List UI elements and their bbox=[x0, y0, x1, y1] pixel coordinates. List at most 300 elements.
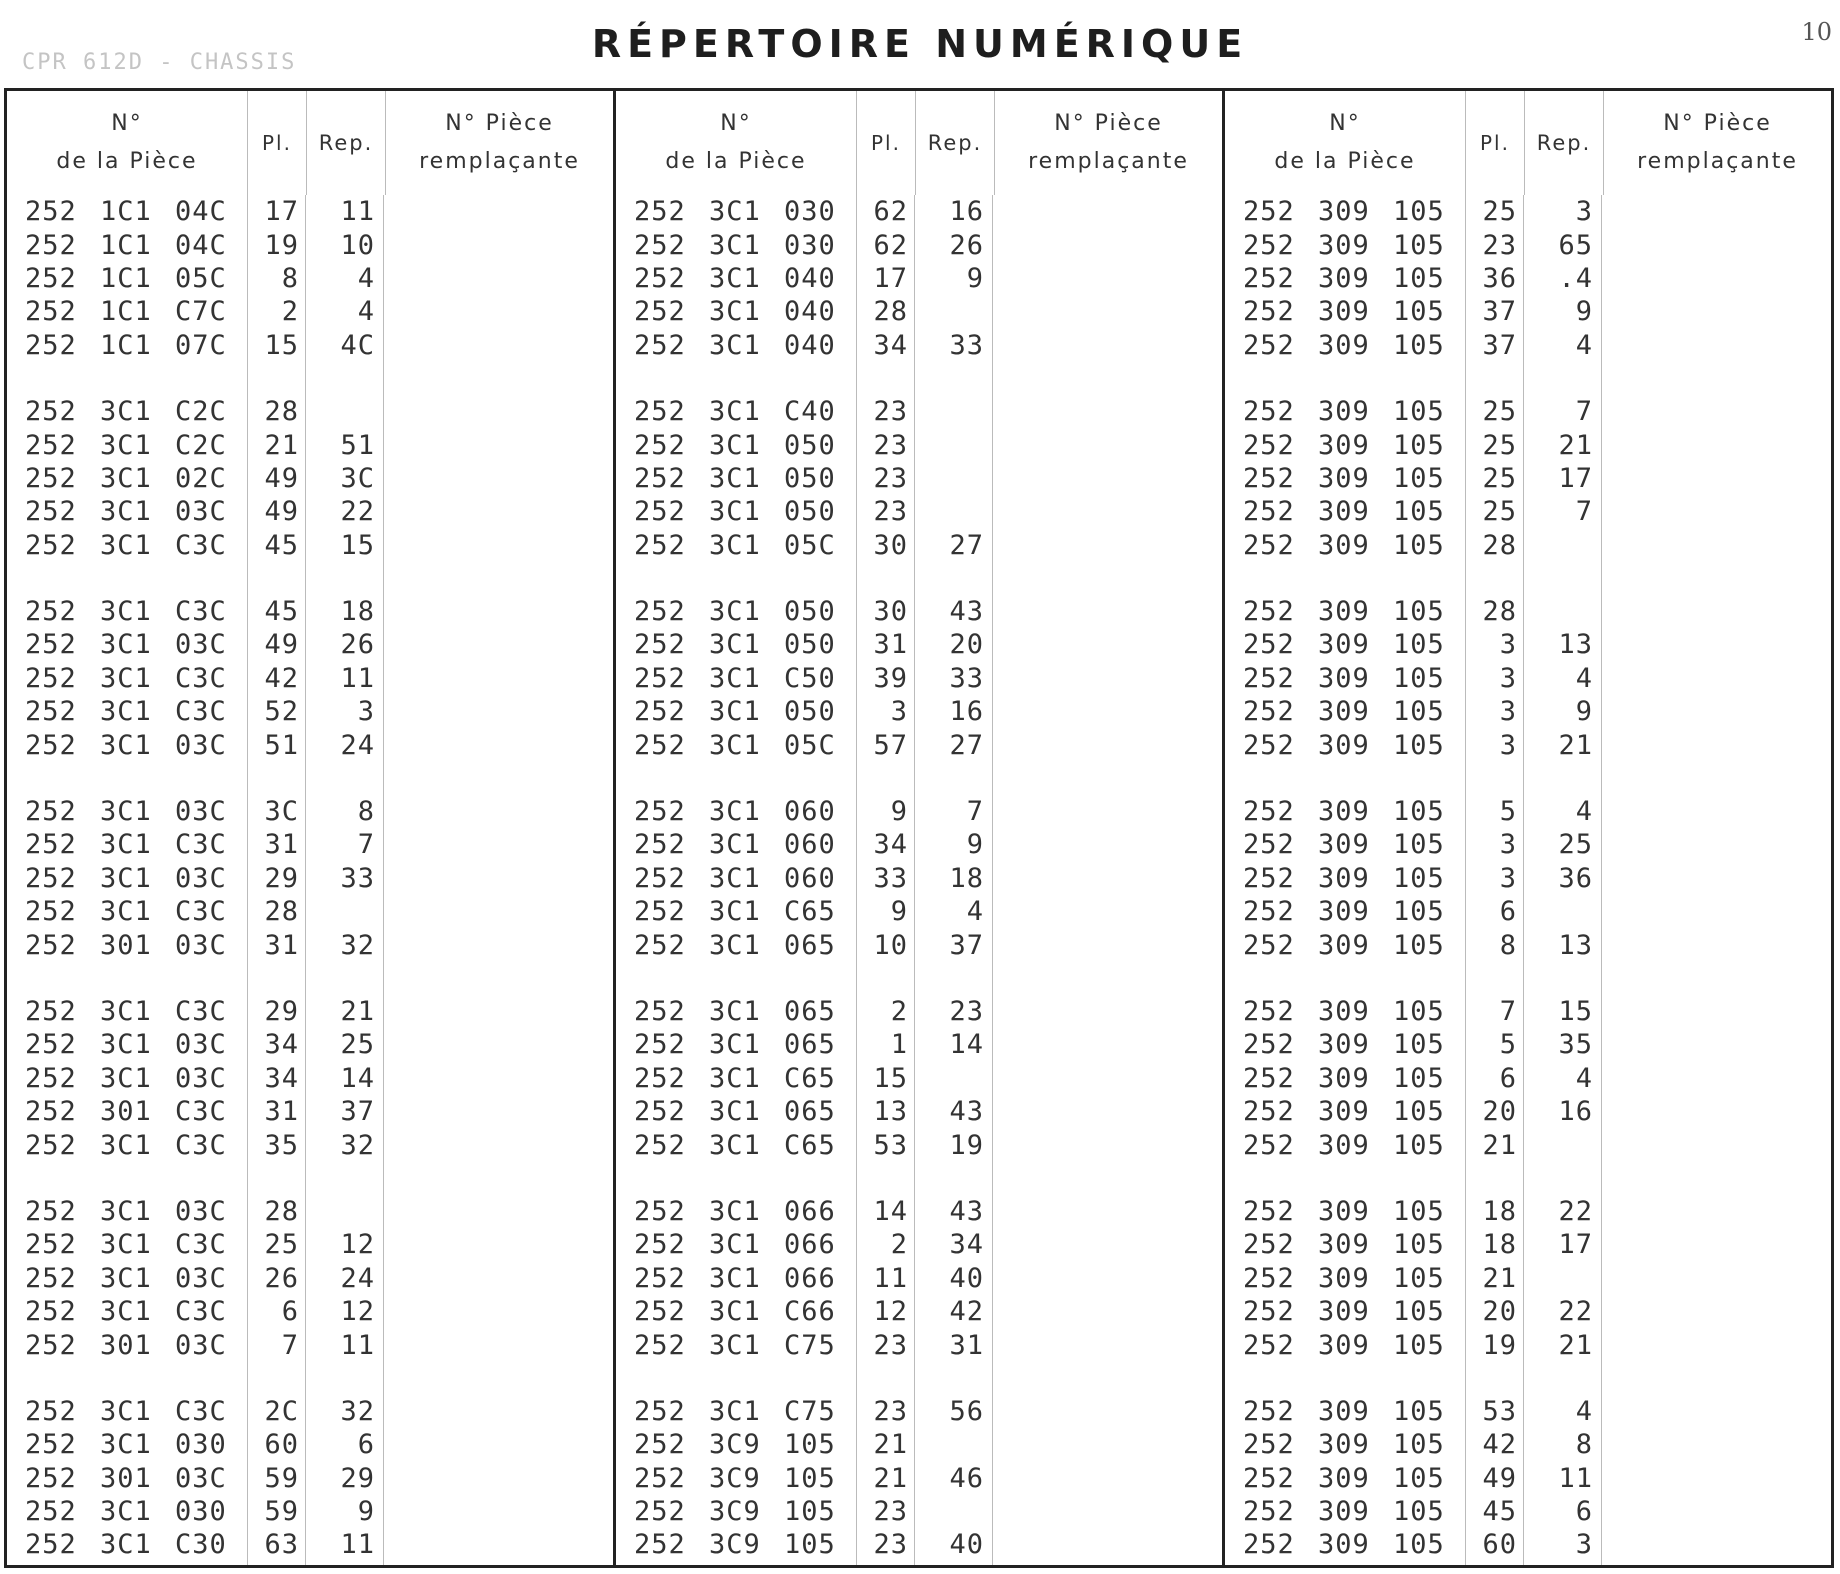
reference-number: 40 bbox=[949, 1529, 984, 1561]
plate-number: 18 bbox=[1482, 1195, 1517, 1227]
plate-number: 42 bbox=[264, 662, 299, 694]
plate-number: 49 bbox=[264, 496, 299, 528]
plate-number: 21 bbox=[873, 1462, 908, 1494]
plate-number: 19 bbox=[264, 229, 299, 261]
plate-number: 31 bbox=[264, 929, 299, 961]
reference-number: 33 bbox=[949, 329, 984, 361]
part-number: 252 309 105 bbox=[1243, 196, 1445, 228]
part-number: 252 309 105 bbox=[1243, 1529, 1445, 1561]
reference-number: 32 bbox=[340, 929, 375, 961]
part-number: 252 3C1 C30 bbox=[25, 1529, 227, 1561]
part-number: 252 3C1 C3C bbox=[25, 596, 227, 628]
reference-number: 9 bbox=[357, 1496, 375, 1528]
plate-number: 5 bbox=[1499, 796, 1517, 828]
reference-number: 13 bbox=[1558, 629, 1593, 661]
part-number: 252 3C1 C3C bbox=[25, 1129, 227, 1161]
part-number: 252 301 03C bbox=[25, 1329, 227, 1361]
reference-number: 29 bbox=[340, 1462, 375, 1494]
part-number: 252 309 105 bbox=[1243, 1262, 1445, 1294]
part-number: 252 3C9 105 bbox=[634, 1496, 836, 1528]
part-number: 252 3C1 C3C bbox=[25, 696, 227, 728]
part-number: 252 1C1 04C bbox=[25, 196, 227, 228]
row-group bbox=[1225, 395, 1831, 562]
row-group bbox=[1225, 1195, 1831, 1362]
reference-number: 11 bbox=[340, 662, 375, 694]
part-number: 252 1C1 C7C bbox=[25, 296, 227, 328]
plate-number: 19 bbox=[1482, 1329, 1517, 1361]
reference-number: 16 bbox=[1558, 1096, 1593, 1128]
table-row bbox=[1225, 462, 1831, 495]
row-group bbox=[1225, 795, 1831, 962]
table-row bbox=[616, 862, 1222, 895]
header-part-number bbox=[616, 91, 857, 195]
column-divider bbox=[1601, 195, 1602, 1565]
plate-number: 29 bbox=[264, 996, 299, 1027]
plate-number: 17 bbox=[264, 196, 299, 228]
plate-number: 25 bbox=[1482, 496, 1517, 528]
column-divider bbox=[383, 195, 384, 1565]
part-number: 252 1C1 07C bbox=[25, 329, 227, 361]
plate-number: 49 bbox=[1482, 1462, 1517, 1494]
part-number: 252 309 105 bbox=[1243, 1429, 1445, 1461]
plate-number: 7 bbox=[1499, 996, 1517, 1027]
table-row bbox=[7, 295, 613, 328]
table-row bbox=[616, 1495, 1222, 1528]
plate-number: 35 bbox=[264, 1129, 299, 1161]
row-group bbox=[1225, 195, 1831, 362]
table-row bbox=[7, 862, 613, 895]
reference-number: 4 bbox=[1575, 662, 1593, 694]
plate-number: 2 bbox=[281, 296, 299, 328]
table-rows bbox=[1225, 195, 1831, 1565]
reference-number: 35 bbox=[1558, 1029, 1593, 1061]
plate-number: 45 bbox=[264, 529, 299, 561]
plate-number: 60 bbox=[1482, 1529, 1517, 1561]
table-row bbox=[616, 995, 1222, 1028]
plate-number: 62 bbox=[873, 196, 908, 228]
reference-number: 4 bbox=[357, 262, 375, 294]
reference-number: 42 bbox=[949, 1296, 984, 1328]
part-number: 252 3C1 030 bbox=[25, 1496, 227, 1528]
reference-number: 51 bbox=[340, 429, 375, 461]
plate-number: 23 bbox=[873, 1329, 908, 1361]
plate-number: 36 bbox=[1482, 262, 1517, 294]
table-row bbox=[7, 595, 613, 628]
part-number: 252 301 03C bbox=[25, 929, 227, 961]
reference-number: 19 bbox=[949, 1129, 984, 1161]
reference-number: 14 bbox=[949, 1029, 984, 1061]
part-number: 252 3C1 065 bbox=[634, 1096, 836, 1128]
table-row bbox=[616, 1195, 1222, 1228]
plate-number: 28 bbox=[264, 1195, 299, 1227]
reference-number: 27 bbox=[949, 529, 984, 561]
header-replacement-bottom: remplaçante bbox=[1637, 149, 1798, 174]
table-row bbox=[1225, 529, 1831, 562]
table-row bbox=[1225, 1095, 1831, 1128]
table-row bbox=[1225, 1128, 1831, 1161]
reference-number: 3C bbox=[340, 462, 375, 494]
reference-number: 40 bbox=[949, 1262, 984, 1294]
plate-number: 23 bbox=[873, 1496, 908, 1528]
plate-number: 23 bbox=[873, 496, 908, 528]
plate-number: 18 bbox=[1482, 1229, 1517, 1261]
part-number: 252 309 105 bbox=[1243, 296, 1445, 328]
reference-number: 3 bbox=[1575, 196, 1593, 228]
reference-number: 15 bbox=[340, 529, 375, 561]
plate-number: 49 bbox=[264, 629, 299, 661]
reference-number: 25 bbox=[1558, 829, 1593, 861]
reference-number: 16 bbox=[949, 196, 984, 228]
reference-number: 32 bbox=[340, 1395, 375, 1427]
table-row bbox=[7, 1195, 613, 1228]
header-part-number-top: N° bbox=[111, 111, 143, 136]
plate-number: 59 bbox=[264, 1496, 299, 1528]
plate-number: 21 bbox=[264, 429, 299, 461]
column-divider bbox=[1465, 195, 1466, 1565]
part-number: 252 309 105 bbox=[1243, 996, 1445, 1027]
table-row bbox=[616, 628, 1222, 661]
row-group bbox=[7, 195, 613, 362]
table-row bbox=[616, 1028, 1222, 1061]
reference-number: 11 bbox=[340, 1329, 375, 1361]
header-replacement-top: N° Pièce bbox=[445, 111, 554, 136]
header-reference: Rep. bbox=[916, 91, 995, 195]
plate-number: 15 bbox=[873, 1062, 908, 1094]
plate-number: 28 bbox=[1482, 529, 1517, 561]
part-number: 252 3C1 03C bbox=[25, 496, 227, 528]
part-number: 252 3C1 03C bbox=[25, 729, 227, 761]
table-row bbox=[616, 728, 1222, 761]
reference-number: 23 bbox=[949, 996, 984, 1027]
reference-number: 7 bbox=[357, 829, 375, 861]
table-row bbox=[1225, 495, 1831, 528]
reference-number: 3 bbox=[357, 696, 375, 728]
column-divider bbox=[1523, 195, 1524, 1565]
header-plate: Pl. bbox=[1466, 91, 1525, 195]
table-row bbox=[616, 428, 1222, 461]
table-row bbox=[616, 1262, 1222, 1295]
plate-number: 23 bbox=[1482, 229, 1517, 261]
plate-number: 31 bbox=[264, 829, 299, 861]
table-row bbox=[616, 495, 1222, 528]
plate-number: 6 bbox=[1499, 896, 1517, 928]
plate-number: 6 bbox=[1499, 1062, 1517, 1094]
part-number: 252 3C1 050 bbox=[634, 496, 836, 528]
row-group bbox=[7, 995, 613, 1162]
part-number: 252 309 105 bbox=[1243, 462, 1445, 494]
reference-number: 9 bbox=[966, 829, 984, 861]
table-row bbox=[1225, 662, 1831, 695]
table-row bbox=[7, 462, 613, 495]
table-block-2 bbox=[613, 91, 1222, 1565]
part-number: 252 309 105 bbox=[1243, 1462, 1445, 1494]
plate-number: 21 bbox=[873, 1429, 908, 1461]
reference-number: 7 bbox=[1575, 396, 1593, 428]
reference-number: 22 bbox=[1558, 1296, 1593, 1328]
part-number: 252 3C1 066 bbox=[634, 1195, 836, 1227]
part-number: 252 309 105 bbox=[1243, 929, 1445, 961]
reference-number: 6 bbox=[357, 1429, 375, 1461]
plate-number: 28 bbox=[1482, 596, 1517, 628]
plate-number: 2 bbox=[890, 1229, 908, 1261]
table-row bbox=[616, 928, 1222, 961]
table-row bbox=[7, 428, 613, 461]
row-group bbox=[1225, 1395, 1831, 1562]
header-plate: Pl. bbox=[857, 91, 916, 195]
table-row bbox=[616, 1328, 1222, 1361]
column-divider bbox=[856, 195, 857, 1565]
table-row bbox=[616, 1528, 1222, 1561]
page-header bbox=[0, 0, 1840, 90]
reference-number: 21 bbox=[1558, 429, 1593, 461]
reference-number: 4 bbox=[1575, 329, 1593, 361]
part-number: 252 3C1 040 bbox=[634, 262, 836, 294]
part-number: 252 3C1 05C bbox=[634, 529, 836, 561]
part-number: 252 3C1 050 bbox=[634, 629, 836, 661]
reference-number: 32 bbox=[340, 1129, 375, 1161]
plate-number: 63 bbox=[264, 1529, 299, 1561]
part-number: 252 309 105 bbox=[1243, 662, 1445, 694]
part-number: 252 3C1 060 bbox=[634, 829, 836, 861]
part-number: 252 309 105 bbox=[1243, 1062, 1445, 1094]
column-divider bbox=[247, 195, 248, 1565]
plate-number: 39 bbox=[873, 662, 908, 694]
part-number: 252 309 105 bbox=[1243, 262, 1445, 294]
table-rows bbox=[7, 195, 613, 1565]
plate-number: 3 bbox=[1499, 662, 1517, 694]
table-row bbox=[7, 628, 613, 661]
part-number: 252 3C1 C3C bbox=[25, 1229, 227, 1261]
table-row bbox=[616, 195, 1222, 228]
plate-number: 59 bbox=[264, 1462, 299, 1494]
plate-number: 3 bbox=[1499, 729, 1517, 761]
part-number: 252 3C1 040 bbox=[634, 296, 836, 328]
table-row bbox=[7, 1528, 613, 1561]
part-number: 252 309 105 bbox=[1243, 829, 1445, 861]
reference-number: 8 bbox=[1575, 1429, 1593, 1461]
column-divider bbox=[305, 195, 306, 1565]
table-row bbox=[1225, 1195, 1831, 1228]
part-number: 252 3C1 065 bbox=[634, 996, 836, 1027]
table-row bbox=[7, 262, 613, 295]
plate-number: 21 bbox=[1482, 1129, 1517, 1161]
part-number: 252 3C1 060 bbox=[634, 862, 836, 894]
table-row bbox=[616, 329, 1222, 362]
table-block-3 bbox=[1222, 91, 1831, 1565]
header-replacement bbox=[995, 91, 1222, 195]
plate-number: 34 bbox=[264, 1029, 299, 1061]
part-number: 252 309 105 bbox=[1243, 1029, 1445, 1061]
reference-number: 11 bbox=[340, 1529, 375, 1561]
part-number: 252 3C1 060 bbox=[634, 796, 836, 828]
table-row bbox=[1225, 1228, 1831, 1261]
plate-number: 10 bbox=[873, 929, 908, 961]
header-part-number-bottom: de la Pièce bbox=[665, 149, 807, 174]
header-replacement-bottom: remplaçante bbox=[419, 149, 580, 174]
plate-number: 13 bbox=[873, 1096, 908, 1128]
table-row bbox=[616, 1462, 1222, 1495]
part-number: 252 3C1 03C bbox=[25, 796, 227, 828]
plate-number: 3C bbox=[264, 796, 299, 828]
part-number: 252 3C1 C3C bbox=[25, 662, 227, 694]
part-number: 252 3C1 02C bbox=[25, 462, 227, 494]
header-part-number-bottom: de la Pièce bbox=[1274, 149, 1416, 174]
part-number: 252 309 105 bbox=[1243, 1395, 1445, 1427]
plate-number: 34 bbox=[873, 329, 908, 361]
reference-number: 21 bbox=[340, 996, 375, 1027]
reference-number: 46 bbox=[949, 1462, 984, 1494]
reference-number: 11 bbox=[340, 196, 375, 228]
table-row bbox=[7, 1295, 613, 1328]
row-group bbox=[7, 395, 613, 562]
part-number: 252 3C1 03C bbox=[25, 1062, 227, 1094]
reference-number: 17 bbox=[1558, 1229, 1593, 1261]
table-row bbox=[7, 828, 613, 861]
plate-number: 25 bbox=[1482, 396, 1517, 428]
table-row bbox=[1225, 1462, 1831, 1495]
part-number: 252 3C1 C2C bbox=[25, 396, 227, 428]
row-group bbox=[1225, 995, 1831, 1162]
table-row bbox=[616, 1062, 1222, 1095]
part-number: 252 3C1 C3C bbox=[25, 1296, 227, 1328]
reference-number: 6 bbox=[1575, 1496, 1593, 1528]
part-number: 252 3C1 030 bbox=[634, 229, 836, 261]
table-row bbox=[7, 695, 613, 728]
table-row bbox=[616, 228, 1222, 261]
reference-number: 7 bbox=[1575, 496, 1593, 528]
reference-number: 9 bbox=[1575, 696, 1593, 728]
reference-number: 56 bbox=[949, 1395, 984, 1427]
reference-number: 8 bbox=[357, 796, 375, 828]
table-row bbox=[1225, 1328, 1831, 1361]
column-header bbox=[7, 91, 613, 195]
plate-number: 12 bbox=[873, 1296, 908, 1328]
part-number: 252 3C1 C3C bbox=[25, 529, 227, 561]
part-number: 252 309 105 bbox=[1243, 896, 1445, 928]
reference-number: 65 bbox=[1558, 229, 1593, 261]
plate-number: 7 bbox=[281, 1329, 299, 1361]
table-row bbox=[616, 1295, 1222, 1328]
table-row bbox=[7, 928, 613, 961]
plate-number: 17 bbox=[873, 262, 908, 294]
table-row bbox=[1225, 428, 1831, 461]
table-row bbox=[1225, 1062, 1831, 1095]
part-number: 252 3C1 040 bbox=[634, 329, 836, 361]
parts-table bbox=[4, 88, 1834, 1568]
plate-number: 45 bbox=[264, 596, 299, 628]
header-replacement-top: N° Pièce bbox=[1663, 111, 1772, 136]
table-row bbox=[616, 595, 1222, 628]
part-number: 252 3C1 050 bbox=[634, 429, 836, 461]
table-row bbox=[1225, 1428, 1831, 1461]
table-row bbox=[616, 795, 1222, 828]
reference-number: 9 bbox=[966, 262, 984, 294]
plate-number: 23 bbox=[873, 429, 908, 461]
part-number: 252 309 105 bbox=[1243, 1195, 1445, 1227]
plate-number: 8 bbox=[281, 262, 299, 294]
part-number: 252 309 105 bbox=[1243, 1096, 1445, 1128]
table-row bbox=[1225, 1262, 1831, 1295]
column-header bbox=[1225, 91, 1831, 195]
table-row bbox=[1225, 1028, 1831, 1061]
part-number: 252 309 105 bbox=[1243, 329, 1445, 361]
row-group bbox=[7, 1395, 613, 1562]
table-row bbox=[7, 228, 613, 261]
part-number: 252 309 105 bbox=[1243, 596, 1445, 628]
table-row bbox=[7, 529, 613, 562]
plate-number: 25 bbox=[1482, 429, 1517, 461]
part-number: 252 3C1 03C bbox=[25, 629, 227, 661]
part-number: 252 309 105 bbox=[1243, 229, 1445, 261]
reference-number: 31 bbox=[949, 1329, 984, 1361]
part-number: 252 3C1 065 bbox=[634, 1029, 836, 1061]
table-row bbox=[1225, 1395, 1831, 1428]
reference-number: 33 bbox=[340, 862, 375, 894]
plate-number: 23 bbox=[873, 1395, 908, 1427]
table-row bbox=[616, 1428, 1222, 1461]
row-group bbox=[616, 195, 1222, 362]
reference-number: 24 bbox=[340, 729, 375, 761]
reference-number: 43 bbox=[949, 1096, 984, 1128]
part-number: 252 3C1 C3C bbox=[25, 829, 227, 861]
plate-number: 45 bbox=[1482, 1496, 1517, 1528]
part-number: 252 3C1 03C bbox=[25, 1195, 227, 1227]
part-number: 252 3C1 C40 bbox=[634, 396, 836, 428]
plate-number: 20 bbox=[1482, 1096, 1517, 1128]
plate-number: 31 bbox=[873, 629, 908, 661]
part-number: 252 309 105 bbox=[1243, 396, 1445, 428]
plate-number: 53 bbox=[1482, 1395, 1517, 1427]
table-row bbox=[616, 895, 1222, 928]
part-number: 252 3C1 030 bbox=[634, 196, 836, 228]
row-group bbox=[616, 395, 1222, 562]
plate-number: 30 bbox=[873, 596, 908, 628]
part-number: 252 3C1 C2C bbox=[25, 429, 227, 461]
table-row bbox=[616, 662, 1222, 695]
plate-number: 20 bbox=[1482, 1296, 1517, 1328]
part-number: 252 3C9 105 bbox=[634, 1462, 836, 1494]
header-part-number-top: N° bbox=[1329, 111, 1361, 136]
plate-number: 11 bbox=[873, 1262, 908, 1294]
plate-number: 23 bbox=[873, 396, 908, 428]
header-part-number bbox=[7, 91, 248, 195]
table-row bbox=[1225, 295, 1831, 328]
header-replacement-top: N° Pièce bbox=[1054, 111, 1163, 136]
page-title: RÉPERTOIRE NUMÉRIQUE bbox=[591, 22, 1249, 66]
plate-number: 25 bbox=[264, 1229, 299, 1261]
table-row bbox=[1225, 329, 1831, 362]
part-number: 252 3C1 C65 bbox=[634, 1129, 836, 1161]
reference-number: 20 bbox=[949, 629, 984, 661]
table-row bbox=[616, 262, 1222, 295]
plate-number: 14 bbox=[873, 1195, 908, 1227]
plate-number: 2 bbox=[890, 996, 908, 1027]
table-row bbox=[1225, 1528, 1831, 1561]
plate-number: 25 bbox=[1482, 462, 1517, 494]
table-row bbox=[1225, 895, 1831, 928]
table-row bbox=[616, 695, 1222, 728]
table-row bbox=[1225, 628, 1831, 661]
part-number: 252 3C1 C75 bbox=[634, 1329, 836, 1361]
part-number: 252 3C1 03C bbox=[25, 1262, 227, 1294]
part-number: 252 309 105 bbox=[1243, 796, 1445, 828]
plate-number: 57 bbox=[873, 729, 908, 761]
plate-number: 37 bbox=[1482, 329, 1517, 361]
part-number: 252 3C1 C75 bbox=[634, 1395, 836, 1427]
table-block-1 bbox=[7, 91, 613, 1565]
table-row bbox=[1225, 828, 1831, 861]
plate-number: 34 bbox=[873, 829, 908, 861]
